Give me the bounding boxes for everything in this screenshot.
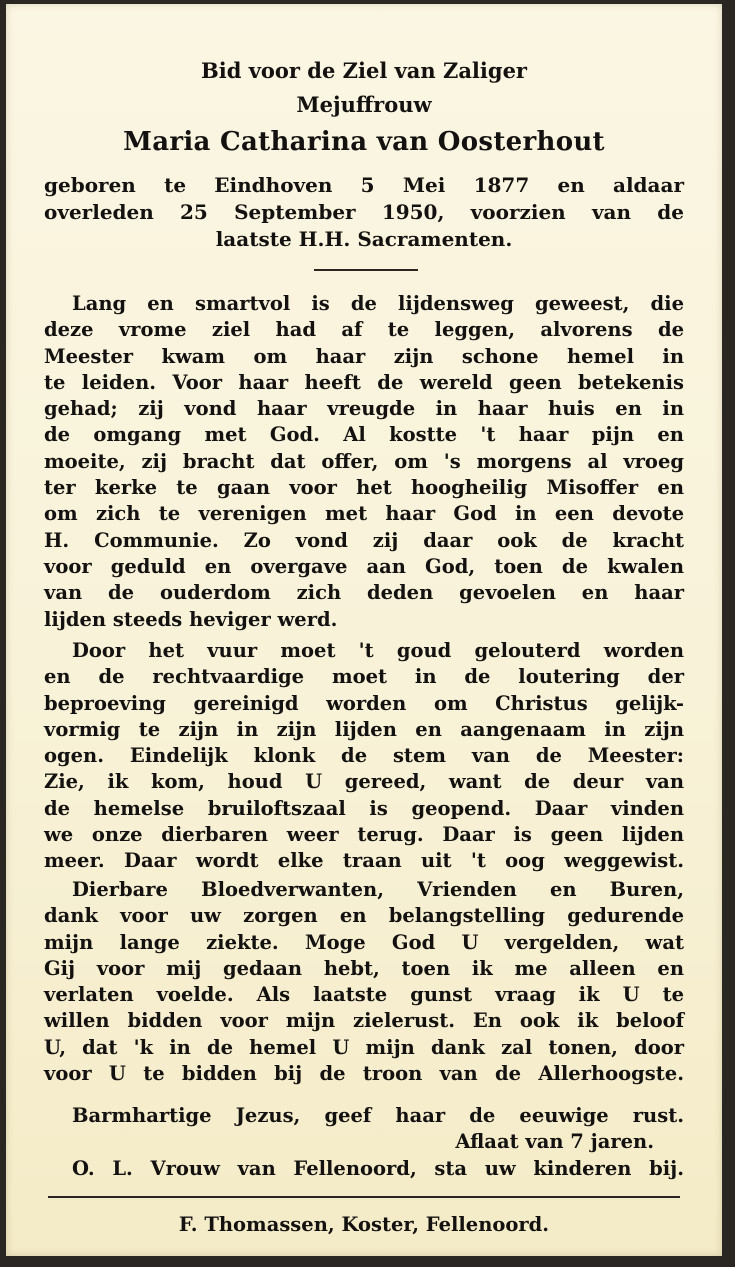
paragraph-1 bbox=[44, 291, 684, 633]
text-line: Zie, ik kom, houd U gereed, want de deur van bbox=[44, 770, 684, 794]
text-line: dank voor uw zorgen en belangstelling gedurende bbox=[44, 904, 684, 928]
prayer-line: Barmhartige Jezus, geef haar de eeuwige rust. bbox=[72, 1104, 684, 1127]
text-line: vormig te zijn in zijn lijden en aangenaam in zijn bbox=[44, 717, 684, 741]
birth-death-line: laatste H.H. Sacramenten. bbox=[215, 227, 513, 251]
text-line: om zich te verenigen met haar God in een devote bbox=[44, 502, 684, 526]
text-line: H. Communie. Zo vond zij daar ook de kracht bbox=[44, 528, 684, 552]
birth-death-line: geboren te Eindhoven 5 Mei 1877 en aldaar bbox=[44, 173, 684, 197]
text-line: we onze dierbaren weer terug. Daar is geen lijden bbox=[44, 823, 684, 847]
text-line: verlaten voelde. Als laatste gunst vraag ik U te bbox=[44, 983, 684, 1007]
text-line: Dierbare Bloedverwanten, Vrienden en Buren, bbox=[72, 878, 684, 901]
birth-death-info bbox=[44, 172, 684, 253]
text-line: voor geduld en overgave aan God, toen de kwalen bbox=[44, 554, 684, 578]
text-line: de hemelse bruiloftszaal is geopend. Daar vinden bbox=[44, 796, 684, 820]
memorial-card bbox=[6, 4, 722, 1256]
text-line: ter kerke te gaan voor het hoogheilig Misoffer en bbox=[44, 476, 684, 500]
text-line: meer. Daar wordt elke traan uit 't oog weggewist. bbox=[44, 849, 684, 873]
text-line: Meester kwam om haar zijn schone hemel in bbox=[44, 344, 684, 368]
birth-death-line: overleden 25 September 1950, voorzien van de bbox=[44, 200, 684, 224]
text-line: Gij voor mij gedaan hebt, toen ik me alleen en bbox=[44, 956, 684, 980]
indulgence-line: Aflaat van 7 jaren. bbox=[455, 1130, 654, 1154]
text-line: Door het vuur moet 't goud gelouterd worden bbox=[72, 639, 684, 662]
text-line: willen bidden voor mijn zielerust. En ook ik beloof bbox=[44, 1009, 684, 1033]
deceased-name: Maria Catharina van Oosterhout bbox=[123, 127, 605, 157]
text-line: en de rechtvaardige moet in de loutering der bbox=[44, 665, 684, 689]
text-line: beproeving gereinigd worden om Christus gelijk- bbox=[44, 691, 684, 715]
text-line: deze vrome ziel had af te leggen, alvorens de bbox=[44, 318, 684, 342]
text-line: mijn lange ziekte. Moge God U vergelden, wat bbox=[44, 930, 684, 954]
text-line: moeite, zij bracht dat offer, om 's morgens al vroeg bbox=[44, 449, 684, 473]
title-mejuffrouw: Mejuffrouw bbox=[296, 92, 432, 117]
text-line: lijden steeds heviger werd. bbox=[44, 607, 338, 631]
text-line: ogen. Eindelijk klonk de stem van de Meester: bbox=[44, 744, 684, 768]
prayer-request-heading: Bid voor de Ziel van Zaliger bbox=[200, 58, 527, 83]
divider-short bbox=[314, 269, 418, 271]
text-line: Lang en smartvol is de lijdensweg geweest, die bbox=[72, 292, 684, 315]
text-line: de omgang met God. Al kostte 't haar pijn en bbox=[44, 423, 684, 447]
closing-prayer bbox=[44, 1103, 684, 1182]
invocation-line: O. L. Vrouw van Fellenoord, sta uw kinderen bij. bbox=[72, 1156, 684, 1180]
divider-long bbox=[48, 1196, 680, 1198]
printer-credit: F. Thomassen, Koster, Fellenoord. bbox=[178, 1213, 550, 1236]
text-line: van de ouderdom zich deden gevoelen en haar bbox=[44, 581, 684, 605]
paragraph-2 bbox=[44, 638, 684, 875]
text-line: te leiden. Voor haar heeft de wereld geen betekenis bbox=[44, 370, 684, 394]
text-line: gehad; zij vond haar vreugde in haar huis en in bbox=[44, 397, 684, 421]
text-line: U, dat 'k in de hemel U mijn dank zal tonen, door bbox=[44, 1035, 684, 1059]
text-line: voor U te bidden bij de troon van de Allerhoogste. bbox=[44, 1062, 684, 1086]
paragraph-3 bbox=[44, 877, 684, 1087]
